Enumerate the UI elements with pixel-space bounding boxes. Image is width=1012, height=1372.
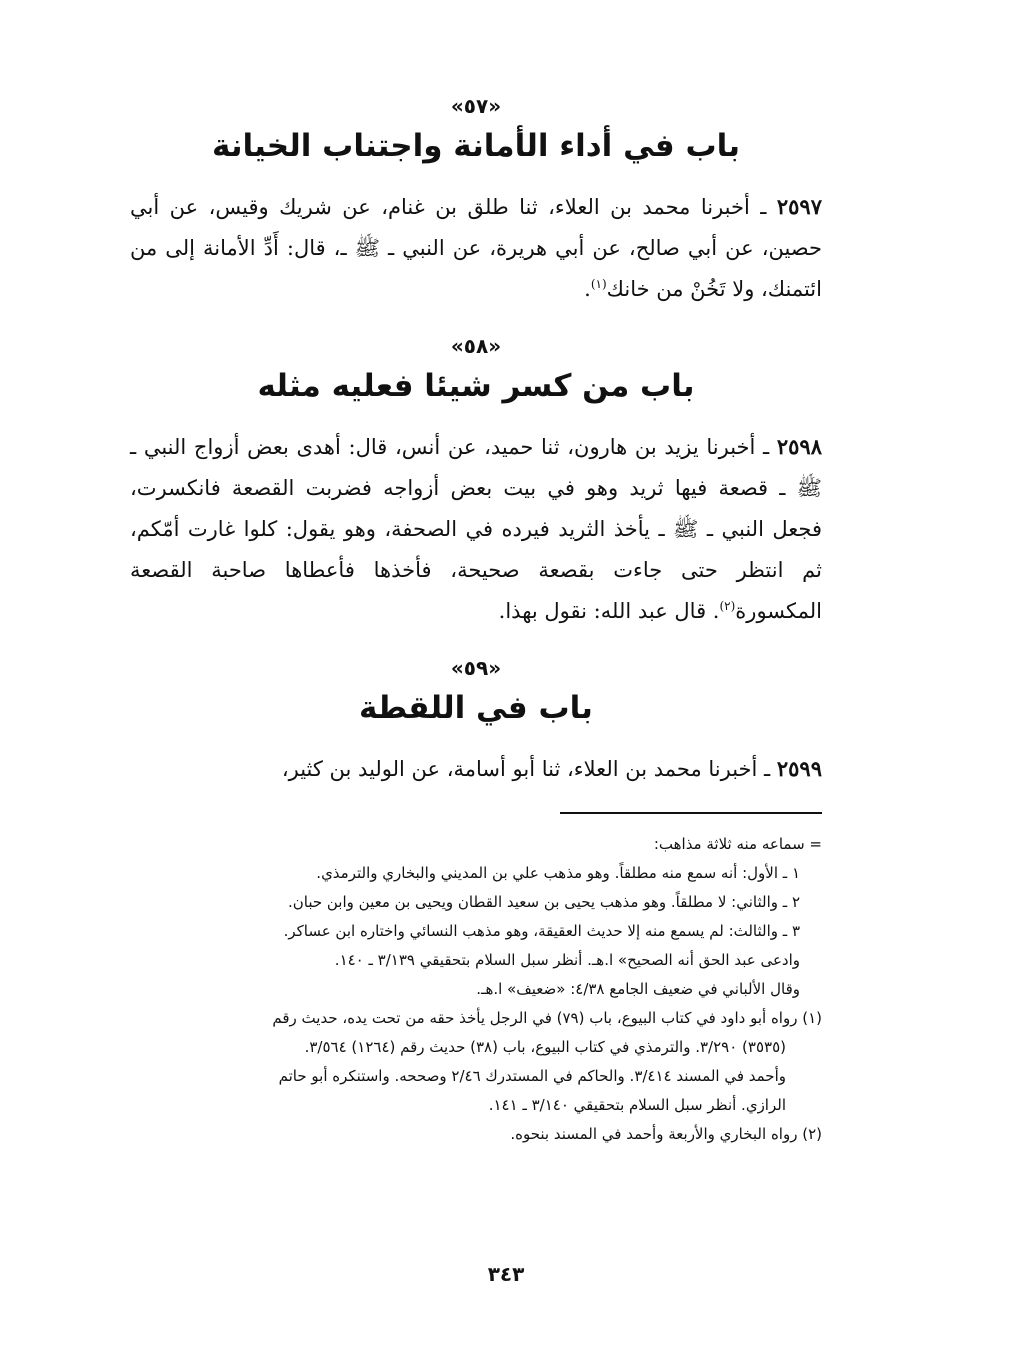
footnote-line: = سماعه منه ثلاثة مذاهب: (653, 835, 822, 853)
footnote-ref: (٢) (719, 599, 736, 613)
footnote-line: (٣٥٣٥) ٣/٢٩٠. والترمذي في كتاب البيوع، باب (٣٨) حديث رقم (١٢٦٤) ٣/٥٦٤. (304, 1038, 786, 1056)
footnote-divider (560, 812, 822, 814)
chapter-title: باب في أداء الأمانة واجتناب الخيانة (212, 128, 740, 164)
hadith-body: ـ أخبرنا يزيد بن هارون، ثنا حميد، عن أنس، قال: أهدى بعض أزواج النبي ـ ﷺ ـ قصعة فيها ثريد وهو في بيت بعض أزواجه فضربت القصعة فانكسرت، فجعل النبي ـ ﷺ ـ يأخذ الثريد فيرده في الصحفة، وهو يقول: كلوا غارت أمّكم، ثم انتظر حتى جاءت بقصعة صحيحة، فأخذها فأعطاها صاحبة القصعة المكسورة (130, 435, 822, 623)
footnote-line: (١) رواه أبو داود في كتاب البيوع، باب (٧٩) في الرجل يأخذ حقه من تحت يده، حديث رقم (272, 1009, 822, 1027)
chapter-title: باب في اللقطة (359, 690, 593, 726)
hadith-text (130, 748, 822, 790)
section-number: «٥٨» (450, 334, 502, 358)
footnote-ref: (١) (590, 277, 607, 291)
section-58 (130, 332, 822, 632)
section-number: «٥٩» (450, 656, 502, 680)
section-number: «٥٧» (450, 94, 502, 118)
page-number: ٣٤٣ (487, 1262, 525, 1286)
footnote-line: ١ ـ الأول: أنه سمع منه مطلقاً. وهو مذهب علي بن المديني والبخاري والترمذي. (316, 864, 800, 882)
hadith-body: ـ أخبرنا محمد بن العلاء، ثنا طلق بن غنام، عن شريك وقيس، عن أبي حصين، عن أبي صالح، عن أبي هريرة، عن النبي ـ ﷺ ـ، قال: أَدِّ الأمانة إلى من ائتمنك، ولا تَخُنْ من خانك (130, 195, 822, 301)
chapter-title: باب من كسر شيئا فعليه مثله (257, 368, 695, 404)
footnote-line: وأحمد في المسند ٣/٤١٤. والحاكم في المستدرك ٢/٤٦ وصححه. واستنكره أبو حاتم (278, 1067, 786, 1085)
footnote-line: وقال الألباني في ضعيف الجامع ٤/٣٨: «ضعيف» ا.هـ. (476, 980, 800, 998)
hadith-number: ٢٥٩٩ (776, 756, 822, 781)
section-59 (130, 654, 822, 790)
footnote-line: (٢) رواه البخاري والأربعة وأحمد في المسند بنحوه. (510, 1125, 822, 1143)
hadith-tail: . (584, 277, 591, 301)
hadith-tail: . قال عبد الله: نقول بهذا. (498, 599, 720, 623)
footnote-line: وادعى عبد الحق أنه الصحيح» ا.هـ. أنظر سبل السلام بتحقيقي ٣/١٣٩ ـ ١٤٠. (334, 951, 800, 969)
section-57 (130, 92, 822, 310)
hadith-number: ٢٥٩٧ (776, 194, 822, 219)
footnote-line: ٢ ـ والثاني: لا مطلقاً. وهو مذهب يحيى بن سعيد القطان ويحيى بن معين وابن حبان. (287, 893, 800, 911)
hadith-body: ـ أخبرنا محمد بن العلاء، ثنا أبو أسامة، عن الوليد بن كثير، (281, 757, 771, 781)
hadith-text (130, 186, 822, 310)
hadith-number: ٢٥٩٨ (776, 434, 822, 459)
footnote-line: ٣ ـ والثالث: لم يسمع منه إلا حديث العقيقة، وهو مذهب النسائي واختاره ابن عساكر. (283, 922, 800, 940)
footnotes (130, 830, 822, 1149)
page-content (130, 92, 822, 1149)
hadith-text (130, 426, 822, 632)
footnote-line: الرازي. أنظر سبل السلام بتحقيقي ٣/١٤٠ ـ ١٤١. (488, 1096, 786, 1114)
